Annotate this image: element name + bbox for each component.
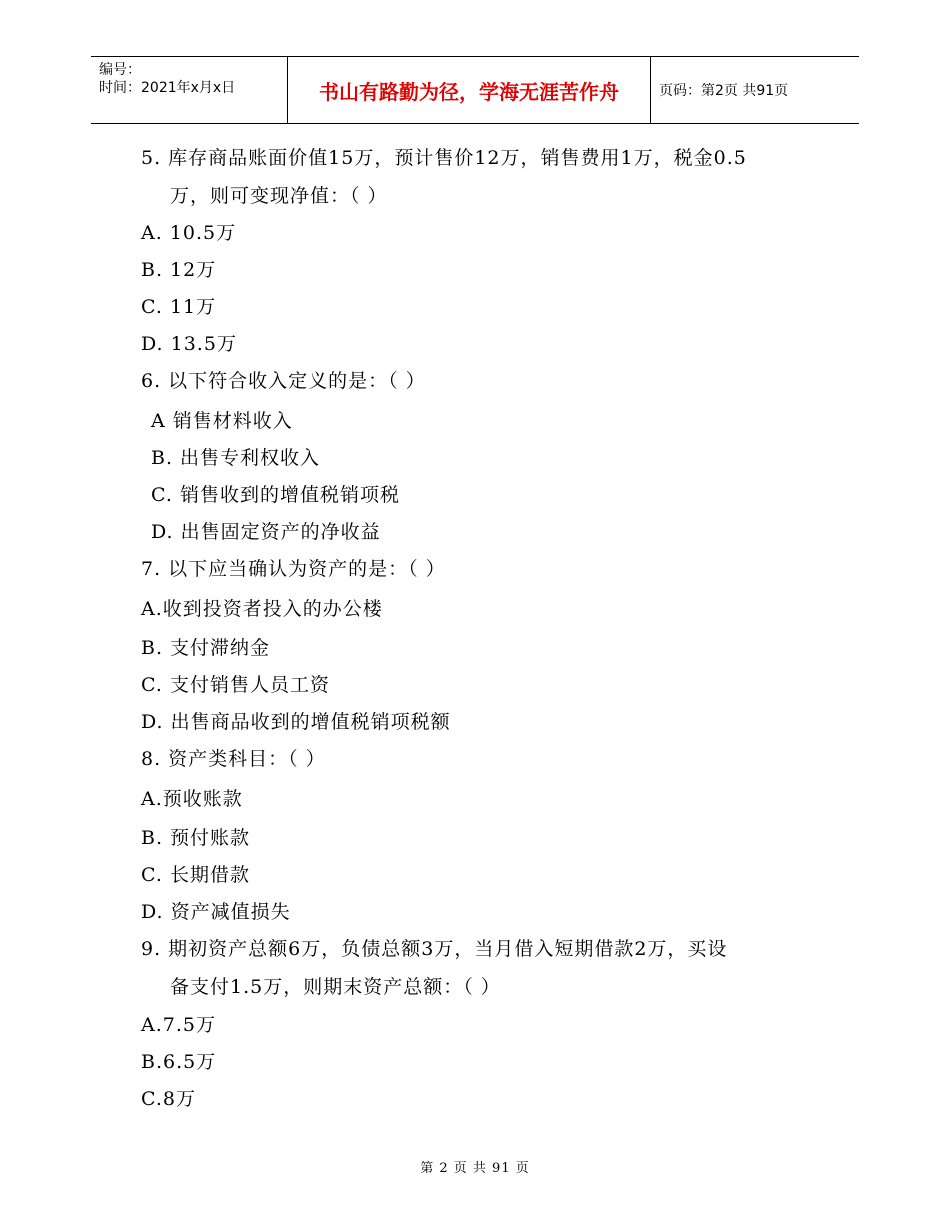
question-5-option-a: A. 10.5万 (141, 222, 237, 244)
question-5-option-c: C. 11万 (141, 296, 217, 318)
header-number-label: 编号： (99, 62, 141, 78)
question-6-option-d: D. 出售固定资产的净收益 (151, 521, 381, 543)
question-8-option-a: A.预收账款 (141, 788, 243, 810)
question-7-option-a: A.收到投资者投入的办公楼 (141, 598, 383, 620)
header-page-info: 页码：第2页 共91页 (659, 83, 789, 99)
question-7-stem: 7. 以下应当确认为资产的是：（ ） (141, 558, 446, 580)
question-9-stem-line-2: 备支付1.5万，则期末资产总额：（ ） (170, 976, 501, 998)
question-9-stem-line-1: 9. 期初资产总额6万，负债总额3万，当月借入短期借款2万，买设 (141, 938, 728, 960)
question-5-option-b: B. 12万 (141, 259, 217, 281)
header-time-label: 时间：2021年x月x日 (99, 80, 236, 96)
question-7-option-c: C. 支付销售人员工资 (141, 674, 330, 696)
question-9-option-a: A.7.5万 (141, 1014, 216, 1036)
question-9-option-c: C.8万 (141, 1088, 196, 1110)
question-6-option-c: C. 销售收到的增值税销项税 (151, 484, 400, 506)
question-5-stem-line-2: 万，则可变现净值：（ ） (170, 185, 388, 207)
page-footer: 第 2 页 共 91 页 (420, 1161, 530, 1176)
question-5-stem-line-1: 5. 库存商品账面价值15万，预计售价12万，销售费用1万，税金0.5 (141, 147, 747, 169)
question-8-option-b: B. 预付账款 (141, 827, 251, 849)
question-7-option-b: B. 支付滞纳金 (141, 637, 271, 659)
question-6-option-a: A 销售材料收入 (151, 410, 293, 432)
question-6-stem: 6. 以下符合收入定义的是：（ ） (141, 370, 426, 392)
question-9-option-b: B.6.5万 (141, 1051, 217, 1073)
question-6-option-b: B. 出售专利权收入 (151, 447, 321, 469)
question-8-option-d: D. 资产减值损失 (141, 901, 291, 923)
header-motto: 书山有路勤为径，学海无涯苦作舟 (287, 57, 651, 123)
question-7-option-d: D. 出售商品收到的增值税销项税额 (141, 711, 451, 733)
question-5-option-d: D. 13.5万 (141, 333, 237, 355)
question-8-stem: 8. 资产类科目：（ ） (141, 748, 326, 770)
question-8-option-c: C. 长期借款 (141, 864, 250, 886)
